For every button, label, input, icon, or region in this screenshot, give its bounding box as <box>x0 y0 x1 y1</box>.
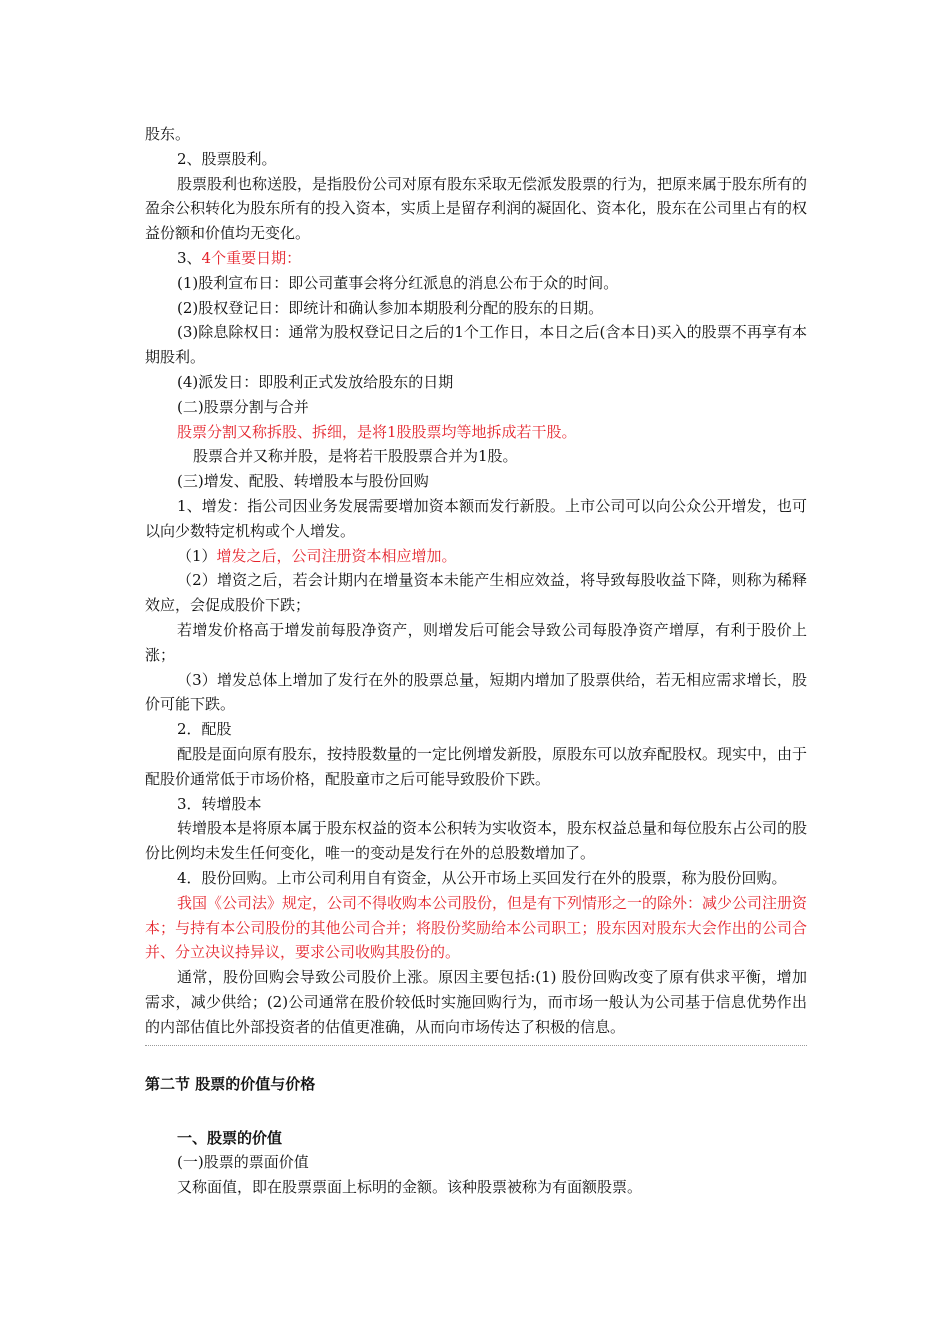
paragraph <box>145 544 807 569</box>
highlighted-text: 增发之后，公司注册资本相应增加。 <box>216 546 457 565</box>
paragraph <box>145 1150 807 1175</box>
paragraph-text: 转增股本是将原本属于股东权益的资本公积转为实收资本，股东权益总量和每位股东占公司的股份比例均未发生任何变化，唯一的变动是发行在外的总股数增加了。 <box>145 819 808 863</box>
paragraph-text: (3)除息除权日：通常为股权登记日之后的1个工作日，本日之后(含本日)买入的股票不再享有本期股利。 <box>145 323 807 367</box>
paragraph <box>145 395 807 420</box>
paragraph-text: 2、股票股利。 <box>177 149 277 168</box>
section-title: 第二节 股票的价值与价格 <box>145 1075 316 1094</box>
paragraph <box>145 122 807 147</box>
paragraph <box>145 370 807 395</box>
paragraph <box>145 717 807 742</box>
paragraph-text: 股票分割又称拆股、拆细，是将1股股票均等地拆成若干股。 <box>177 422 577 441</box>
paragraph-text: 股票合并又称并股，是将若干股股票合并为1股。 <box>193 447 518 466</box>
page-divider <box>145 1045 807 1046</box>
paragraph <box>145 1175 807 1200</box>
subsection-title: 一、股票的价值 <box>177 1129 283 1148</box>
paragraph-text: 3．转增股本 <box>177 794 262 813</box>
paragraph <box>145 494 807 544</box>
paragraph <box>145 420 807 445</box>
paragraph <box>145 246 807 271</box>
paragraph-text: （3）增发总体上增加了发行在外的股票总量，短期内增加了股票供给，若无相应需求增长，股价可能下跌。 <box>145 670 807 714</box>
paragraph <box>145 742 807 792</box>
paragraph <box>145 792 807 817</box>
paragraph-text: （1） <box>177 546 217 565</box>
paragraph <box>145 668 807 718</box>
highlighted-text: 4个重要日期： <box>201 248 302 267</box>
paragraph <box>145 965 807 1039</box>
paragraph <box>145 320 807 370</box>
paragraph-text: (三)增发、配股、转增股本与股份回购 <box>177 472 429 491</box>
paragraph-text: 又称面值，即在股票票面上标明的金额。该种股票被称为有面额股票。 <box>177 1178 643 1197</box>
paragraph-text: (4)派发日：即股利正式发放给股东的日期 <box>177 372 454 391</box>
paragraph-text: (2)股权登记日：即统计和确认参加本期股利分配的股东的日期。 <box>177 298 604 317</box>
paragraph-text: 2．配股 <box>177 720 232 739</box>
paragraph <box>145 568 807 618</box>
paragraph <box>145 891 807 965</box>
paragraph <box>145 172 807 246</box>
body-paragraphs <box>145 122 807 1039</box>
paragraph-text: （2）增资之后，若会计期内在增量资本未能产生相应效益，将导致每股收益下降，则称为稀释效应，会促成股价下跌； <box>145 571 807 615</box>
paragraph <box>145 618 807 668</box>
paragraph <box>145 271 807 296</box>
paragraph <box>145 866 807 891</box>
paragraph-text: 3、 <box>177 248 202 267</box>
paragraph-text: 4．股份回购。上市公司利用自有资金，从公开市场上买回发行在外的股票，称为股份回购。 <box>177 868 787 887</box>
paragraph <box>145 469 807 494</box>
paragraph-text: (二)股票分割与合并 <box>177 397 309 416</box>
document-page <box>145 122 807 1200</box>
paragraph-text: 若增发价格高于增发前每股净资产，则增发后可能会导致公司每股净资产增厚，有利于股价上涨； <box>145 620 807 664</box>
section-paragraphs <box>145 1150 807 1200</box>
paragraph-text: 通常，股份回购会导致公司股价上涨。原因主要包括:(1) 股份回购改变了原有供求平衡，增加需求，减少供给；(2)公司通常在股价较低时实施回购行为，而市场一般认为公司基于信息优势作出的内部估值比外部投资者的估值更准确，从而向市场传达了积极的信息。 <box>145 968 807 1036</box>
paragraph-text: 股票股利也称送股，是指股份公司对原有股东采取无偿派发股票的行为，把原来属于股东所有的盈余公积转化为股东所有的投入资本，实质上是留存利润的凝固化、资本化，股东在公司里占有的权益份额和价值均无变化。 <box>145 174 808 243</box>
paragraph-text: 股东。 <box>145 125 191 143</box>
paragraph <box>145 296 807 321</box>
paragraph-text: (1)股利宣布日：即公司董事会将分红派息的消息公布于众的时间。 <box>177 273 619 292</box>
paragraph <box>145 147 807 172</box>
paragraph-text: (一)股票的票面价值 <box>177 1153 309 1172</box>
paragraph-text: 1、增发：指公司因业务发展需要增加资本额而发行新股。上市公司可以向公众公开增发，也可以向少数特定机构或个人增发。 <box>145 496 807 540</box>
paragraph-text: 我国《公司法》规定，公司不得收购本公司股份，但是有下列情形之一的除外：减少公司注册资本；与持有本公司股份的其他公司合并；将股份奖励给本公司职工；股东因对股东大会作出的公司合并、分立决议持异议，要求公司收购其股份的。 <box>145 893 808 962</box>
paragraph <box>145 816 807 866</box>
paragraph <box>145 444 807 469</box>
paragraph-text: 配股是面向原有股东，按持股数量的一定比例增发新股，原股东可以放弃配股权。现实中，由于配股价通常低于市场价格，配股童市之后可能导致股价下跌。 <box>145 744 808 788</box>
